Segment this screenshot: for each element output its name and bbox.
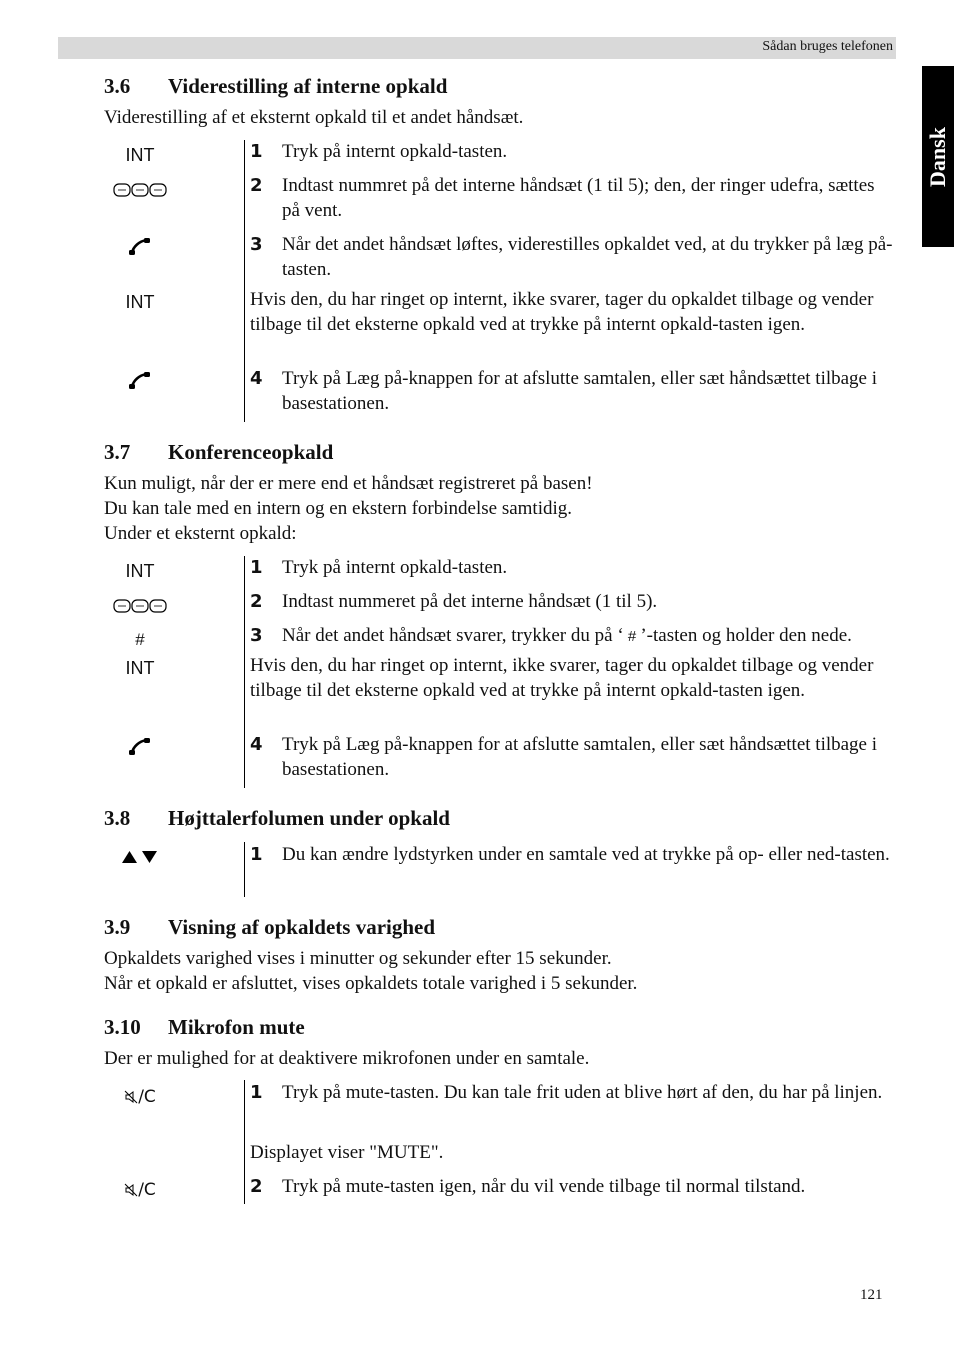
step-number: 4 <box>250 734 263 755</box>
section-title: Konferenceopkald <box>168 440 334 464</box>
step-text: Tryk på mute-tasten. Du kan tale frit uden at blive hørt af den, du har på linjen. <box>282 1082 883 1103</box>
step-number: 2 <box>250 175 263 196</box>
mute-key-icon <box>104 1180 176 1200</box>
step-text: Tryk på Læg på-knappen for at afslutte samtalen, eller sæt håndsættet tilbage i basestationen. <box>282 734 878 780</box>
mute-key-icon <box>104 1087 176 1107</box>
running-header <box>58 37 896 59</box>
step-number: 2 <box>250 1176 263 1197</box>
step-item <box>250 623 896 649</box>
step-note: Displayet viser "MUTE". <box>250 1142 444 1163</box>
section-title: Højttalerfolumen under opkald <box>168 806 450 830</box>
section-intro: Under et eksternt opkald: <box>104 523 297 544</box>
language-tab-label: Dansk <box>925 126 950 187</box>
step-item <box>250 173 896 223</box>
step-number: 3 <box>250 234 263 255</box>
section-heading-3-10 <box>104 1015 305 1040</box>
running-header-text: Sådan bruges telefonen <box>762 39 893 54</box>
column-divider <box>244 140 245 422</box>
step-text: Når det andet håndsæt løftes, viderestilles opkaldet ved, at du trykker på læg på-tasten. <box>282 234 893 280</box>
step-item <box>250 1174 896 1199</box>
section-intro: Der er mulighed for at deaktivere mikrofonen under en samtale. <box>104 1048 590 1069</box>
mute-key-label: /C <box>138 1087 156 1107</box>
hash-key-inline: # <box>623 628 641 645</box>
section-heading-3-6 <box>104 74 447 99</box>
hang-up-icon <box>104 372 176 390</box>
section-number: 3.9 <box>104 915 131 939</box>
section-heading-3-8 <box>104 806 450 831</box>
section-heading-3-7 <box>104 440 333 465</box>
step-text <box>282 623 896 649</box>
section-text: Opkaldets varighed vises i minutter og sekunder efter 15 sekunder. <box>104 948 612 969</box>
number-keys-icon <box>104 599 176 613</box>
page-number: 121 <box>860 1287 883 1303</box>
column-divider <box>244 556 245 788</box>
step-number: 4 <box>250 368 263 389</box>
section-title: Mikrofon mute <box>168 1015 305 1039</box>
section-text: Når et opkald er afsluttet, vises opkaldets totale varighed i 5 sekunder. <box>104 973 638 994</box>
section-number: 3.8 <box>104 806 131 830</box>
step-text: Indtast nummeret på det interne håndsæt (1 til 5). <box>282 591 658 612</box>
step-note: Hvis den, du har ringet op internt, ikke svarer, tager du opkaldet tilbage og vender tilbage til det eksterne opkald ved at trykke på internt opkald-tasten igen. <box>250 655 874 701</box>
up-down-keys-icon <box>104 850 176 864</box>
section-title: Viderestilling af interne opkald <box>168 74 448 98</box>
step-number: 1 <box>250 141 263 162</box>
step-number: 1 <box>250 844 263 865</box>
step-item <box>250 1080 896 1105</box>
number-keys-icon <box>104 183 176 197</box>
section-number: 3.6 <box>104 74 131 98</box>
step-number: 1 <box>250 1082 263 1103</box>
step-text: Tryk på mute-tasten igen, når du vil vende tilbage til normal tilstand. <box>282 1176 806 1197</box>
section-intro: Du kan tale med en intern og en ekstern forbindelse samtidig. <box>104 498 573 519</box>
section-intro: Viderestilling af et eksternt opkald til et andet håndsæt. <box>104 107 524 128</box>
step-text: Tryk på internt opkald-tasten. <box>282 141 508 162</box>
step-item <box>250 555 896 580</box>
step-item <box>250 139 896 164</box>
step-text: Du kan ændre lydstyrken under en samtale ved at trykke på op- eller ned-tasten. <box>282 844 890 865</box>
section-intro: Kun muligt, når der er mere end et håndsæt registreret på basen! <box>104 473 593 494</box>
step-number: 3 <box>250 625 263 646</box>
section-number: 3.7 <box>104 440 131 464</box>
step-text: Tryk på Læg på-knappen for at afslutte samtalen, eller sæt håndsættet tilbage i basestationen. <box>282 368 878 414</box>
step-note: Hvis den, du har ringet op internt, ikke svarer, tager du opkaldet tilbage og vender tilbage til det eksterne opkald ved at trykke på internt opkald-tasten igen. <box>250 289 874 335</box>
column-divider <box>244 842 245 897</box>
step-number: 2 <box>250 591 263 612</box>
hang-up-icon <box>104 738 176 756</box>
int-key-icon: INT <box>125 145 155 165</box>
section-number: 3.10 <box>104 1015 141 1039</box>
int-key-icon: INT <box>125 561 155 581</box>
mute-key-label: /C <box>138 1180 156 1200</box>
step-text: Tryk på internt opkald-tasten. <box>282 557 508 578</box>
section-title: Visning af opkaldets varighed <box>168 915 436 939</box>
section-heading-3-9 <box>104 915 435 940</box>
step-item <box>250 366 896 416</box>
step-item <box>250 589 896 614</box>
step-text: Indtast nummret på det interne håndsæt (1 til 5); den, der ringer udefra, sættes på vent. <box>282 175 875 221</box>
column-divider <box>244 1080 245 1204</box>
int-key-icon: INT <box>125 292 155 312</box>
step-text-part: ’-tasten og holder den nede. <box>640 625 852 646</box>
step-number: 1 <box>250 557 263 578</box>
step-item <box>250 842 896 867</box>
hang-up-icon <box>104 238 176 256</box>
step-item <box>250 732 896 782</box>
language-tab <box>922 66 954 247</box>
step-text-part: Når det andet håndsæt svarer, trykker du på ‘ <box>282 625 624 646</box>
hash-key-icon: # <box>135 630 145 649</box>
step-item <box>250 232 896 282</box>
int-key-icon: INT <box>125 658 155 678</box>
